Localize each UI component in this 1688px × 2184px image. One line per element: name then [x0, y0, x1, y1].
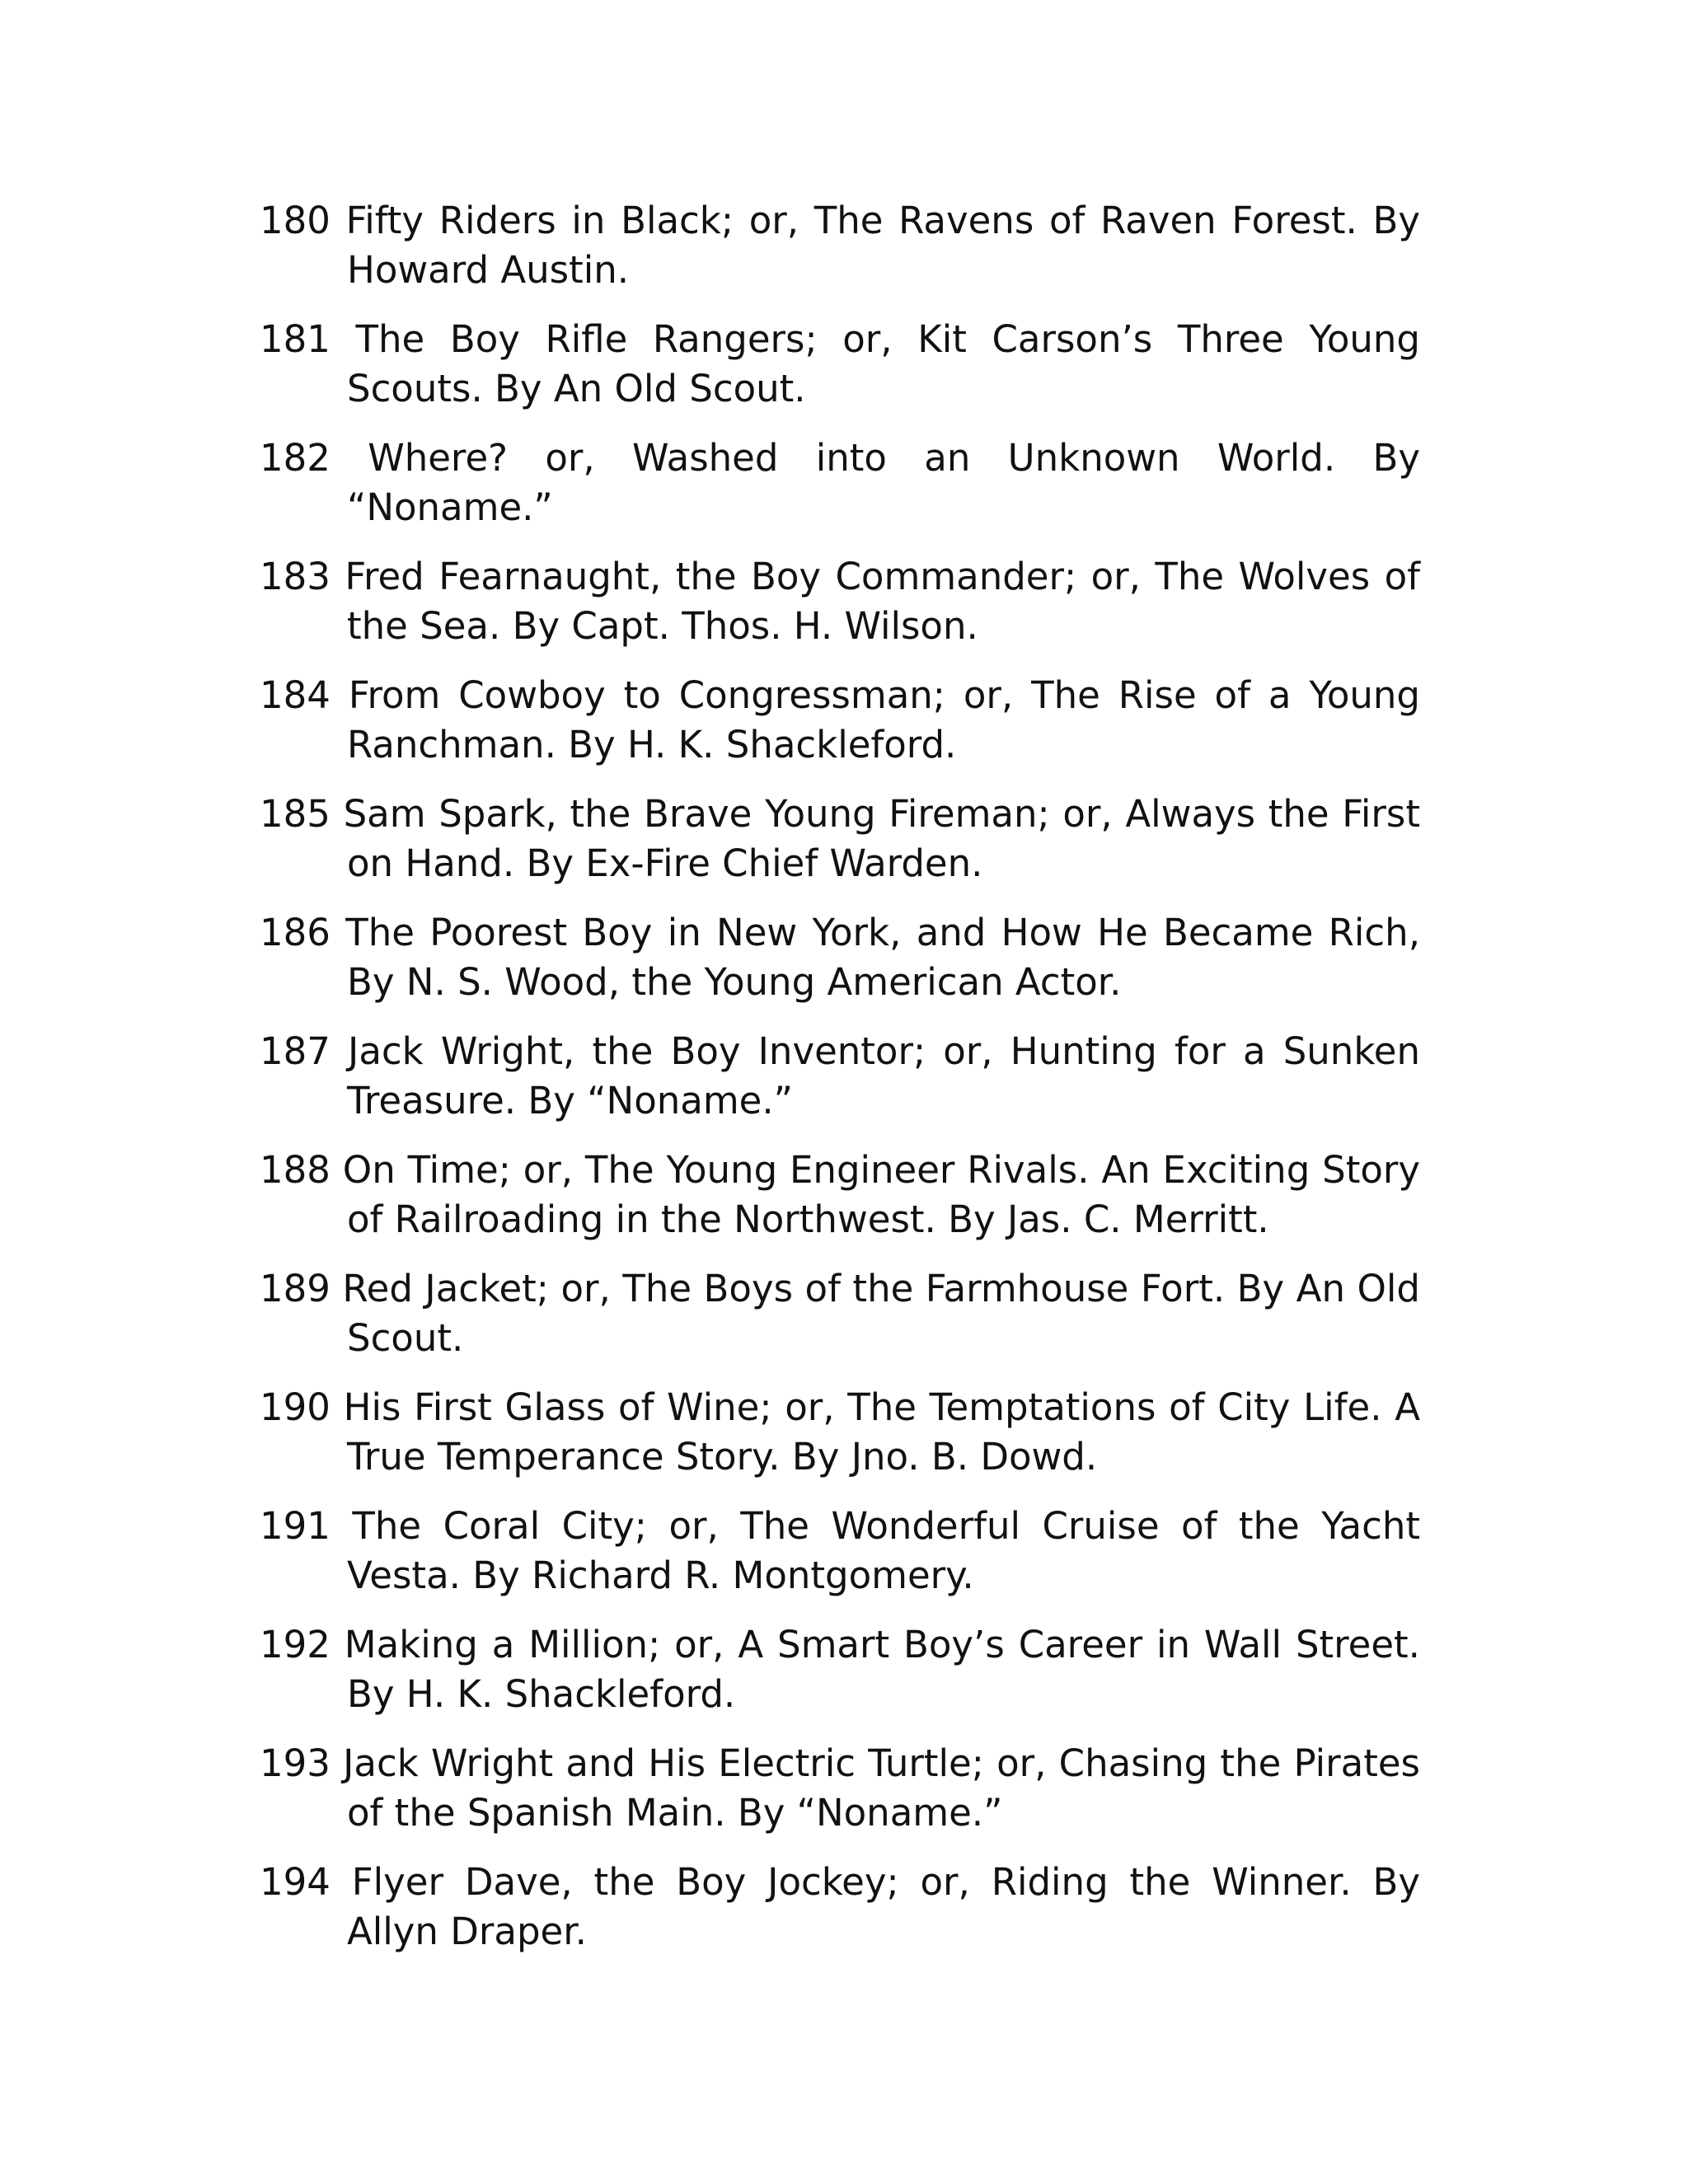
entry-text: Making a Million; or, A Smart Boy’s Career in Wall Street. By H. K. Shackleford.: [344, 1623, 1420, 1716]
list-item: [260, 1620, 1420, 1719]
list-item: [260, 552, 1420, 651]
entry-number: 186: [260, 911, 331, 954]
entry-number: 183: [260, 555, 331, 598]
list-item: [260, 1739, 1420, 1838]
list-item: [260, 1383, 1420, 1482]
list-item: [260, 790, 1420, 888]
entry-text: On Time; or, The Young Engineer Rivals. An Exciting Story of Railroading in the Northwest. By Jas. C. Merritt.: [342, 1148, 1420, 1241]
book-list: [260, 196, 1420, 1976]
entry-number: 188: [260, 1148, 331, 1192]
list-item: [260, 1027, 1420, 1126]
entry-number: 184: [260, 673, 331, 717]
entry-number: 191: [260, 1504, 331, 1548]
entry-number: 190: [260, 1385, 331, 1429]
entry-text: From Cowboy to Congressman; or, The Rise of a Young Ranchman. By H. K. Shackleford.: [347, 673, 1420, 766]
list-item: [260, 1502, 1420, 1601]
list-item: [260, 315, 1420, 414]
entry-text: Jack Wright and His Electric Turtle; or, Chasing the Pirates of the Spanish Main. By “Noname.”: [343, 1741, 1420, 1835]
entry-text: Fifty Riders in Black; or, The Ravens of Raven Forest. By Howard Austin.: [345, 199, 1420, 292]
entry-number: 187: [260, 1029, 331, 1073]
entry-text: The Coral City; or, The Wonderful Cruise of the Yacht Vesta. By Richard R. Montgomery.: [347, 1504, 1421, 1597]
entry-number: 192: [260, 1623, 331, 1666]
entry-text: Where? or, Washed into an Unknown World. By “Noname.”: [347, 436, 1420, 529]
entry-number: 182: [260, 436, 331, 480]
entry-text: The Boy Rifle Rangers; or, Kit Carson’s Three Young Scouts. By An Old Scout.: [347, 317, 1420, 410]
list-item: [260, 1146, 1420, 1244]
entry-number: 185: [260, 792, 331, 836]
entry-text: Red Jacket; or, The Boys of the Farmhouse Fort. By An Old Scout.: [342, 1267, 1420, 1360]
entry-text: Flyer Dave, the Boy Jockey; or, Riding the Winner. By Allyn Draper.: [347, 1860, 1421, 1953]
list-item: [260, 434, 1420, 532]
entry-number: 181: [260, 317, 331, 361]
entry-text: The Poorest Boy in New York, and How He Became Rich, By N. S. Wood, the Young American Actor.: [345, 911, 1420, 1004]
entry-number: 189: [260, 1267, 331, 1310]
entry-number: 180: [260, 199, 331, 242]
entry-number: 194: [260, 1860, 331, 1904]
entry-number: 193: [260, 1741, 331, 1785]
entry-text: Fred Fearnaught, the Boy Commander; or, The Wolves of the Sea. By Capt. Thos. H. Wilson.: [345, 555, 1420, 648]
list-item: [260, 671, 1420, 770]
entry-text: Sam Spark, the Brave Young Fireman; or, Always the First on Hand. By Ex-Fire Chief Warden.: [343, 792, 1420, 885]
entry-text: Jack Wright, the Boy Inventor; or, Hunting for a Sunken Treasure. By “Noname.”: [347, 1029, 1420, 1122]
entry-text: His First Glass of Wine; or, The Temptations of City Life. A True Temperance Story. By Jno. B. Dowd.: [343, 1385, 1420, 1479]
list-item: [260, 196, 1420, 295]
list-item: [260, 908, 1420, 1007]
list-item: [260, 1264, 1420, 1363]
list-item: [260, 1858, 1420, 1957]
